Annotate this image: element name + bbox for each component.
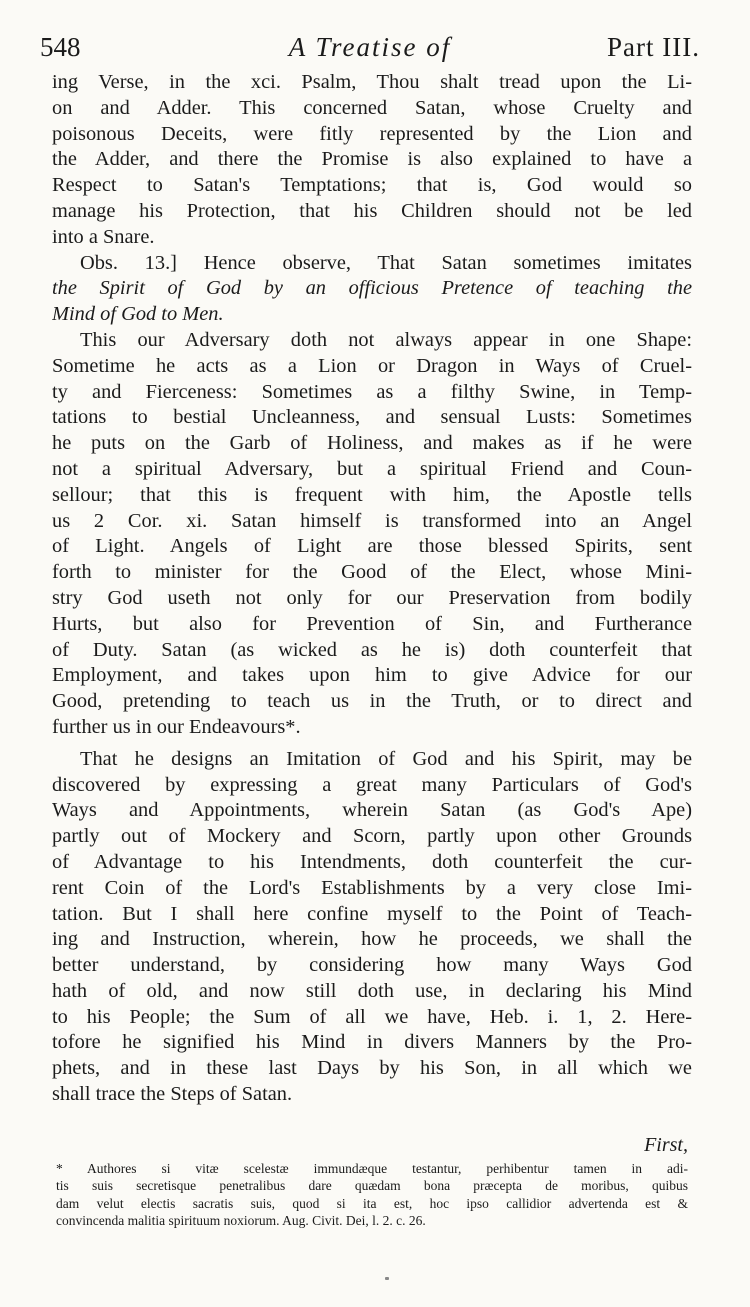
text-line: forth to minister for the Good of the Elect, whose Mini- [52,561,692,584]
text-line: to his People; the Sum of all we have, Heb. i. 1, 2. Here- [52,1005,692,1028]
running-title: A Treatise of [288,32,452,62]
text-line: phets, and in these last Days by his Son, in all which we [52,1057,692,1080]
text-line: ing and Instruction, wherein, how he proceeds, we shall the [52,928,692,951]
body-text [52,70,692,1230]
text-line: Sometime he acts as a Lion or Dragon in Ways of Cruel- [52,354,692,377]
text-line: of Duty. Satan (as wicked as he is) doth counterfeit that [52,638,692,661]
page-number: 548 [40,32,81,62]
text-line: hath of old, and now still doth use, in declaring his Mind [52,979,692,1002]
text-line: further us in our Endeavours*. [52,715,301,738]
text-line: the Spirit of God by an officious Pretence of teaching the [52,277,692,300]
text-line: poisonous Deceits, were fitly represented by the Lion and [52,122,692,145]
text-line: Respect to Satan's Temptations; that is, God would so [52,174,692,197]
text-line: ing Verse, in the xci. Psalm, Thou shalt tread upon the Li- [52,71,692,93]
part-label: Part III. [607,32,700,62]
text-line: better understand, by considering how many Ways God [52,954,692,977]
text-line: tofore he signified his Mind in divers Manners by the Pro- [52,1031,692,1054]
text-line: of Advantage to his Intendments, doth counterfeit the cur- [52,850,692,873]
text-line: That he designs an Imitation of God and his Spirit, may be [80,747,692,770]
text-line: Employment, and takes upon him to give Advice for our [52,664,692,687]
text-line: Ways and Appointments, wherein Satan (as God's Ape) [52,799,692,822]
page-speck [385,1277,389,1280]
text-line: rent Coin of the Lord's Establishments by a very close Imi- [52,876,692,899]
text-line: Hurts, but also for Prevention of Sin, and Furtherance [52,612,692,635]
text-line: discovered by expressing a great many Particulars of God's [52,773,692,796]
footnote-line: * Authores si vitæ scelestæ immundæque testantur, perhibentur tamen in adi- [56,1160,688,1176]
text-line: us 2 Cor. xi. Satan himself is transformed into an Angel [52,509,692,532]
footnote-line: dam velut electis sacratis suis, quod si ita est, hoc ipso callidior advertenda est & [56,1195,688,1211]
text-line: ty and Fierceness: Sometimes as a filthy Swine, in Temp- [52,380,692,403]
text-line: of Light. Angels of Light are those blessed Spirits, sent [52,535,692,558]
observation-heading: Obs. 13.] Hence observe, That Satan sometimes imitates [80,251,692,274]
footnote-line: convincenda malitia spirituum noxiorum. Aug. Civit. Dei, l. 2. c. 26. [56,1213,426,1229]
text-line: the Adder, and there the Promise is also explained to have a [52,148,692,171]
text-line: tation. But I shall here confine myself to the Point of Teach- [52,902,692,925]
text-line: manage his Protection, that his Children should not be led [52,199,692,222]
text-line: This our Adversary doth not always appear in one Shape: [80,328,692,351]
text-line: Good, pretending to teach us in the Truth, or to direct and [52,690,692,713]
text-line: tations to bestial Uncleanness, and sensual Lusts: Sometimes [52,406,692,429]
footnote [52,1160,692,1230]
text-line: Mind of God to Men. [52,303,224,326]
running-header [40,32,700,72]
catchword: First, [644,1133,688,1156]
text-line: partly out of Mockery and Scorn, partly upon other Grounds [52,825,692,848]
text-line: stry God useth not only for our Preservation from bodily [52,586,692,609]
text-line: into a Snare. [52,225,155,248]
text-line: shall trace the Steps of Satan. [52,1083,293,1106]
footnote-line: tis suis secretisque penetralibus dare quædam bona præcepta de moribus, quibus [56,1178,688,1194]
text-line: not a spiritual Adversary, but a spiritual Friend and Coun- [52,457,692,480]
text-line: on and Adder. This concerned Satan, whose Cruelty and [52,96,692,119]
text-line: sellour; that this is frequent with him, the Apostle tells [52,483,692,506]
text-line: he puts on the Garb of Holiness, and makes as if he were [52,432,692,455]
